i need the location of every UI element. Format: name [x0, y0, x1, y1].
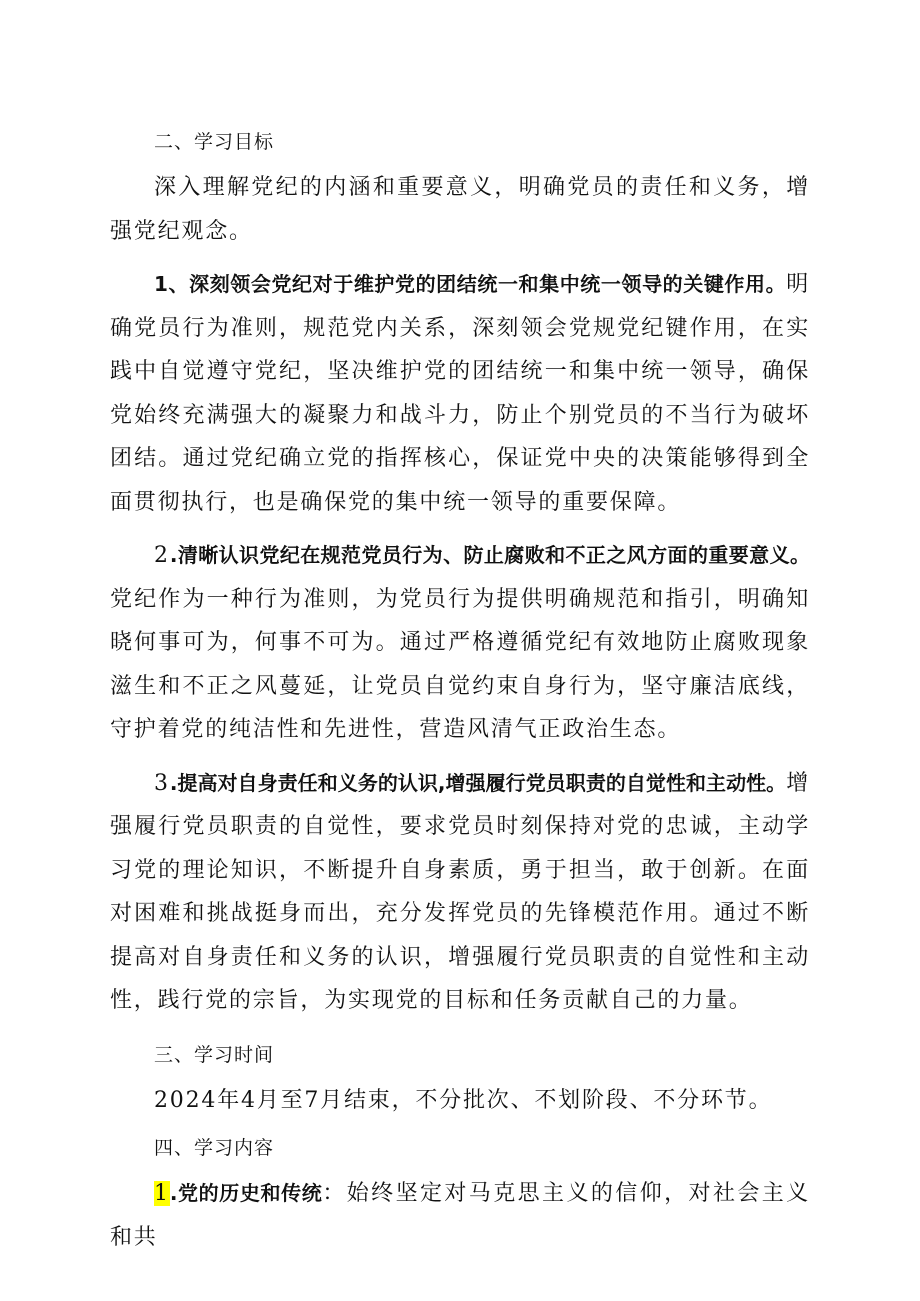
content-1-paragraph — [110, 1172, 810, 1259]
section-heading-goals: 二、学习目标 — [154, 131, 275, 153]
goals-intro-paragraph: 深入理解党纪的内涵和重要意义，明确党员的责任和义务，增强党纪观念。 — [110, 175, 810, 244]
goal-1-lead: 深刻领会党纪对于维护党的团结统一和集中统一领导的关键作用。 — [189, 272, 787, 296]
goal-3-body: 增强履行党员职责的自觉性，要求党员时刻保持对党的忠诚，主动学习党的理论知识，不断提升自身素质，勇于担当，敢于创新。在面对困难和挑战挺身而出，充分发挥党员的先锋模范作用。通过不断提高对自身责任和义务的认识，增强履行党员职责的自觉性和主动性，践行党的宗旨，为实现党的目标和任务贡献自己的力量。 — [110, 770, 810, 1013]
goal-2-lead: .清晰认识党纪在规范党员行为、防止腐败和不正之风方面的重要意义。 — [169, 543, 810, 567]
time-paragraph: 2024年4月至7月结束，不分批次、不划阶段、不分环节。 — [154, 1087, 773, 1113]
goal-3-lead: .提高对自身责任和义务的认识,增强履行党员职责的自觉性和主动性。 — [169, 770, 787, 795]
section-heading-time: 三、学习时间 — [154, 1043, 275, 1066]
content-1-lead: .党的历史和传统 — [169, 1181, 323, 1205]
goal-2-paragraph — [110, 534, 810, 752]
content-1-body: ：始终坚定对马克思主义的信仰，对社会主义和共 — [110, 1181, 810, 1250]
goal-2-number: 2 — [154, 543, 170, 568]
section-heading-content: 四、学习内容 — [154, 1137, 275, 1159]
goal-1-body: 明确党员行为准则，规范党内关系，深刻领会党规党纪键作用，在实践中自觉遵守党纪，坚决维护党的团结统一和集中统一领导，确保党始终充满强大的凝聚力和战斗力，防止个别党员的不当行为破坏团结。通过党纪确立党的指挥核心，保证党中央的决策能够得到全面贯彻执行，也是确保党的集中统一领导的重要保障。 — [110, 272, 811, 515]
goal-1-paragraph — [110, 263, 810, 524]
goal-2-body: 党纪作为一种行为准则，为党员行为提供明确规范和指引，明确知晓何事可为，何事不可为。通过严格遵循党纪有效地防止腐败现象滋生和不正之风蔓延，让党员自觉约束自身行为，坚守廉洁底线，守护着党的纯洁性和先进性，营造风清气正政治生态。 — [110, 586, 810, 742]
document-body — [110, 126, 810, 1263]
goal-3-paragraph — [110, 762, 810, 1023]
goal-3-number: 3 — [154, 770, 170, 796]
content-1-number-highlighted: 1 — [154, 1181, 170, 1206]
goal-1-number: 1、 — [154, 272, 190, 296]
